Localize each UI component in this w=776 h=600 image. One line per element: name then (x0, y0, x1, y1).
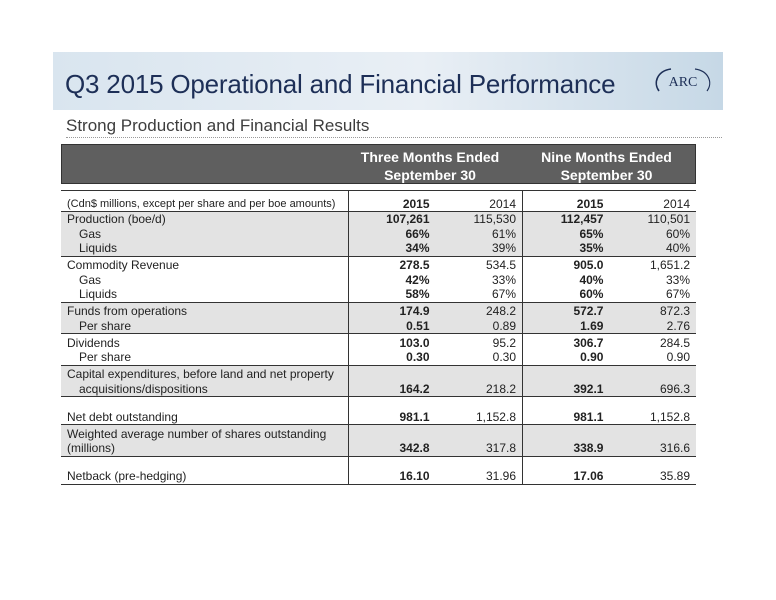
cell-value: 42% (348, 273, 435, 288)
cell-value (523, 365, 610, 382)
cell-value: 218.2 (436, 382, 523, 397)
cell-value: 174.9 (348, 302, 435, 319)
year-header: 2015 (348, 191, 435, 212)
table-row (61, 350, 696, 365)
cell-value: 58% (348, 287, 435, 302)
cell-value: 981.1 (523, 397, 610, 425)
cell-value: 95.2 (436, 334, 523, 351)
table-row (61, 365, 696, 382)
table-row (61, 273, 696, 288)
table-row (61, 256, 696, 273)
cell-value: 1.69 (523, 319, 610, 334)
units-label: (Cdn$ millions, except per share and per boe amounts) (61, 191, 348, 212)
cell-value: 107,261 (348, 212, 435, 227)
arc-logo (651, 65, 715, 97)
cell-value: 572.7 (523, 302, 610, 319)
cell-value: 0.51 (348, 319, 435, 334)
cell-value: 0.30 (348, 350, 435, 365)
header-three-months-line1: Three Months Ended (360, 149, 500, 165)
title-banner (53, 52, 723, 110)
table-row (61, 441, 696, 456)
row-label: Capital expenditures, before land and net property (61, 365, 348, 382)
cell-value: 66% (348, 227, 435, 242)
cell-value: 115,530 (436, 212, 523, 227)
cell-value: 103.0 (348, 334, 435, 351)
cell-value: 306.7 (523, 334, 610, 351)
table-row (61, 425, 696, 442)
table-row (61, 287, 696, 302)
year-header: 2014 (436, 191, 523, 212)
cell-value (348, 425, 435, 442)
table-row (61, 456, 696, 484)
cell-value: 17.06 (523, 456, 610, 484)
cell-value: 1,152.8 (609, 397, 696, 425)
cell-value: 0.90 (609, 350, 696, 365)
cell-value: 317.8 (436, 441, 523, 456)
row-label: Per share (61, 319, 348, 334)
cell-value: 33% (609, 273, 696, 288)
cell-value (523, 425, 610, 442)
cell-value: 0.89 (436, 319, 523, 334)
cell-value: 34% (348, 241, 435, 256)
table-row (61, 212, 696, 227)
header-border (61, 144, 696, 184)
table-row (61, 382, 696, 397)
table-row (61, 334, 696, 351)
cell-value: 110,501 (609, 212, 696, 227)
cell-value: 981.1 (348, 397, 435, 425)
cell-value (609, 365, 696, 382)
cell-value: 316.6 (609, 441, 696, 456)
cell-value: 112,457 (523, 212, 610, 227)
cell-value: 248.2 (436, 302, 523, 319)
row-label: (millions) (61, 441, 348, 456)
cell-value: 35.89 (609, 456, 696, 484)
dotted-divider (66, 137, 722, 138)
cell-value: 40% (609, 241, 696, 256)
header-three-months-line2: September 30 (384, 167, 476, 183)
header-nine-months-line2: September 30 (560, 167, 653, 183)
cell-value: 2.76 (609, 319, 696, 334)
cell-value: 67% (436, 287, 523, 302)
row-label: Per share (61, 350, 348, 365)
cell-value: 39% (436, 241, 523, 256)
cell-value: 0.30 (436, 350, 523, 365)
subtitle: Strong Production and Financial Results (66, 116, 370, 135)
table-row (61, 319, 696, 334)
cell-value: 60% (609, 227, 696, 242)
cell-value: 1,152.8 (436, 397, 523, 425)
row-label: Net debt outstanding (61, 397, 348, 425)
cell-value: 33% (436, 273, 523, 288)
row-label: Commodity Revenue (61, 256, 348, 273)
row-label: Liquids (61, 241, 348, 256)
cell-value: 338.9 (523, 441, 610, 456)
cell-value (348, 365, 435, 382)
row-label: Liquids (61, 287, 348, 302)
cell-value: 342.8 (348, 441, 435, 456)
cell-value (436, 425, 523, 442)
cell-value: 61% (436, 227, 523, 242)
financial-table (61, 190, 696, 485)
cell-value: 872.3 (609, 302, 696, 319)
year-header: 2014 (609, 191, 696, 212)
units-row (61, 191, 696, 212)
table-row (61, 241, 696, 256)
row-label: Dividends (61, 334, 348, 351)
cell-value: 696.3 (609, 382, 696, 397)
page-title: Q3 2015 Operational and Financial Performance (65, 69, 616, 99)
cell-value (609, 425, 696, 442)
row-label: Gas (61, 273, 348, 288)
cell-value: 0.90 (523, 350, 610, 365)
table-row (61, 302, 696, 319)
row-label: Production (boe/d) (61, 212, 348, 227)
cell-value: 164.2 (348, 382, 435, 397)
row-label: Weighted average number of shares outstanding (61, 425, 348, 442)
header-nine-months-line1: Nine Months Ended (541, 149, 672, 165)
cell-value: 392.1 (523, 382, 610, 397)
row-label: Funds from operations (61, 302, 348, 319)
table-row (61, 227, 696, 242)
cell-value (436, 365, 523, 382)
cell-value: 284.5 (609, 334, 696, 351)
cell-value: 31.96 (436, 456, 523, 484)
cell-value: 16.10 (348, 456, 435, 484)
year-header: 2015 (523, 191, 610, 212)
row-label: Gas (61, 227, 348, 242)
cell-value: 1,651.2 (609, 256, 696, 273)
cell-value: 65% (523, 227, 610, 242)
svg-text:ARC: ARC (668, 75, 698, 90)
cell-value: 278.5 (348, 256, 435, 273)
row-label: acquisitions/dispositions (61, 382, 348, 397)
cell-value: 67% (609, 287, 696, 302)
cell-value: 40% (523, 273, 610, 288)
cell-value: 35% (523, 241, 610, 256)
table-row (61, 397, 696, 425)
cell-value: 60% (523, 287, 610, 302)
cell-value: 534.5 (436, 256, 523, 273)
cell-value: 905.0 (523, 256, 610, 273)
row-label: Netback (pre-hedging) (61, 456, 348, 484)
